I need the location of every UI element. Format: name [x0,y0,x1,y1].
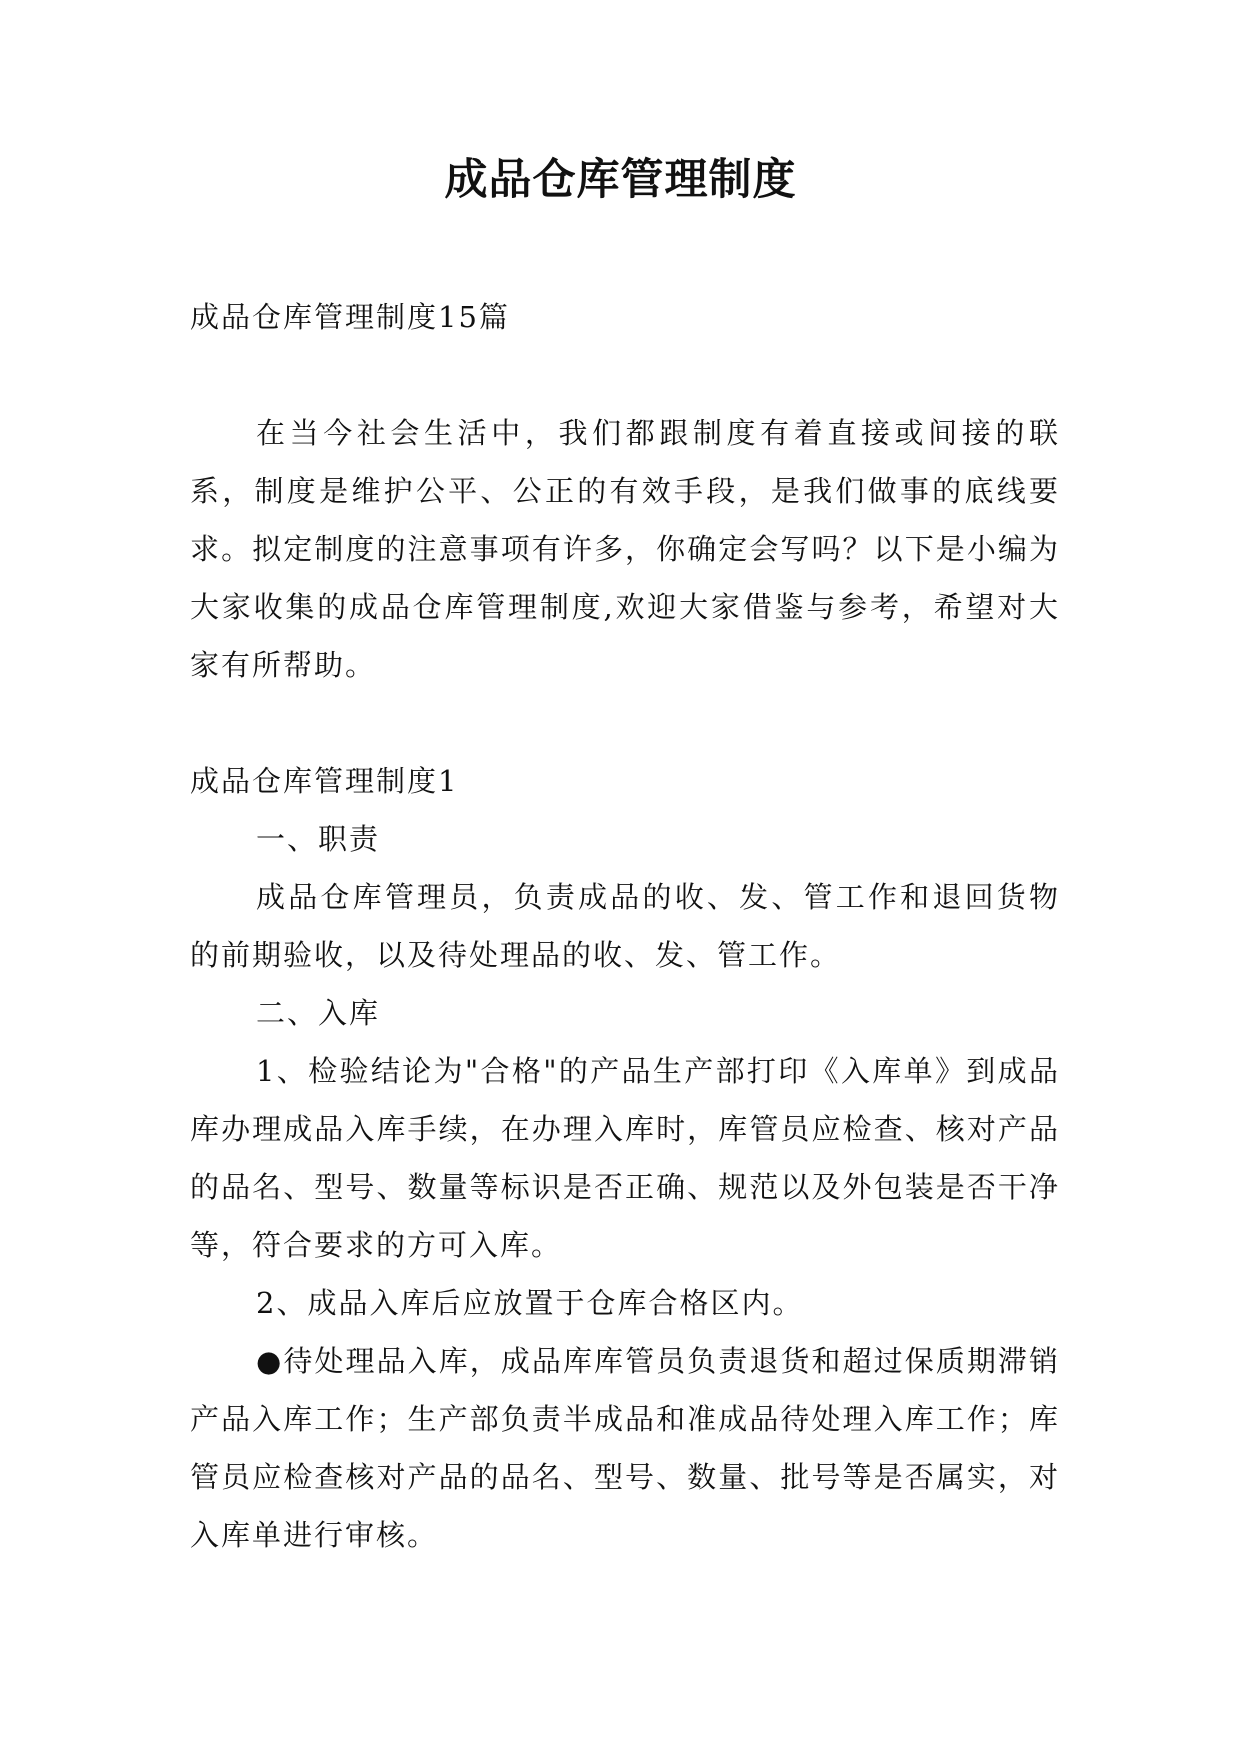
paragraph-pending-items: ●待处理品入库，成品库库管员负责退货和超过保质期滞销产品入库工作；生产部负责半成品和准成品待处理入库工作；库管员应检查核对产品的品名、型号、数量、批号等是否属实，对入库单进行审核。 [190,1344,1060,1552]
document-title: 成品仓库管理制度 [444,155,797,205]
document-subtitle: 成品仓库管理制度15篇 [190,300,510,334]
heading-inbound: 二、入库 [256,996,381,1030]
intro-paragraph: 在当今社会生活中，我们都跟制度有着直接或间接的联系，制度是维护公平、公正的有效手段，是我们做事的底线要求。拟定制度的注意事项有许多，你确定会写吗？以下是小编为大家收集的成品仓库管理制度,欢迎大家借鉴与参考，希望对大家有所帮助。 [190,416,1060,682]
paragraph-inbound-1: 1、检验结论为"合格"的产品生产部打印《入库单》到成品库办理成品入库手续，在办理入库时，库管员应检查、核对产品的品名、型号、数量等标识是否正确、规范以及外包装是否干净等，符合要求的方可入库。 [190,1054,1060,1262]
paragraph-inbound-2: 2、成品入库后应放置于仓库合格区内。 [256,1286,804,1320]
paragraph-duty: 成品仓库管理员，负责成品的收、发、管工作和退回货物的前期验收，以及待处理品的收、发、管工作。 [190,880,1060,972]
document-body [190,288,1060,1564]
section-title: 成品仓库管理制度1 [190,764,459,798]
heading-duty: 一、职责 [256,822,381,856]
